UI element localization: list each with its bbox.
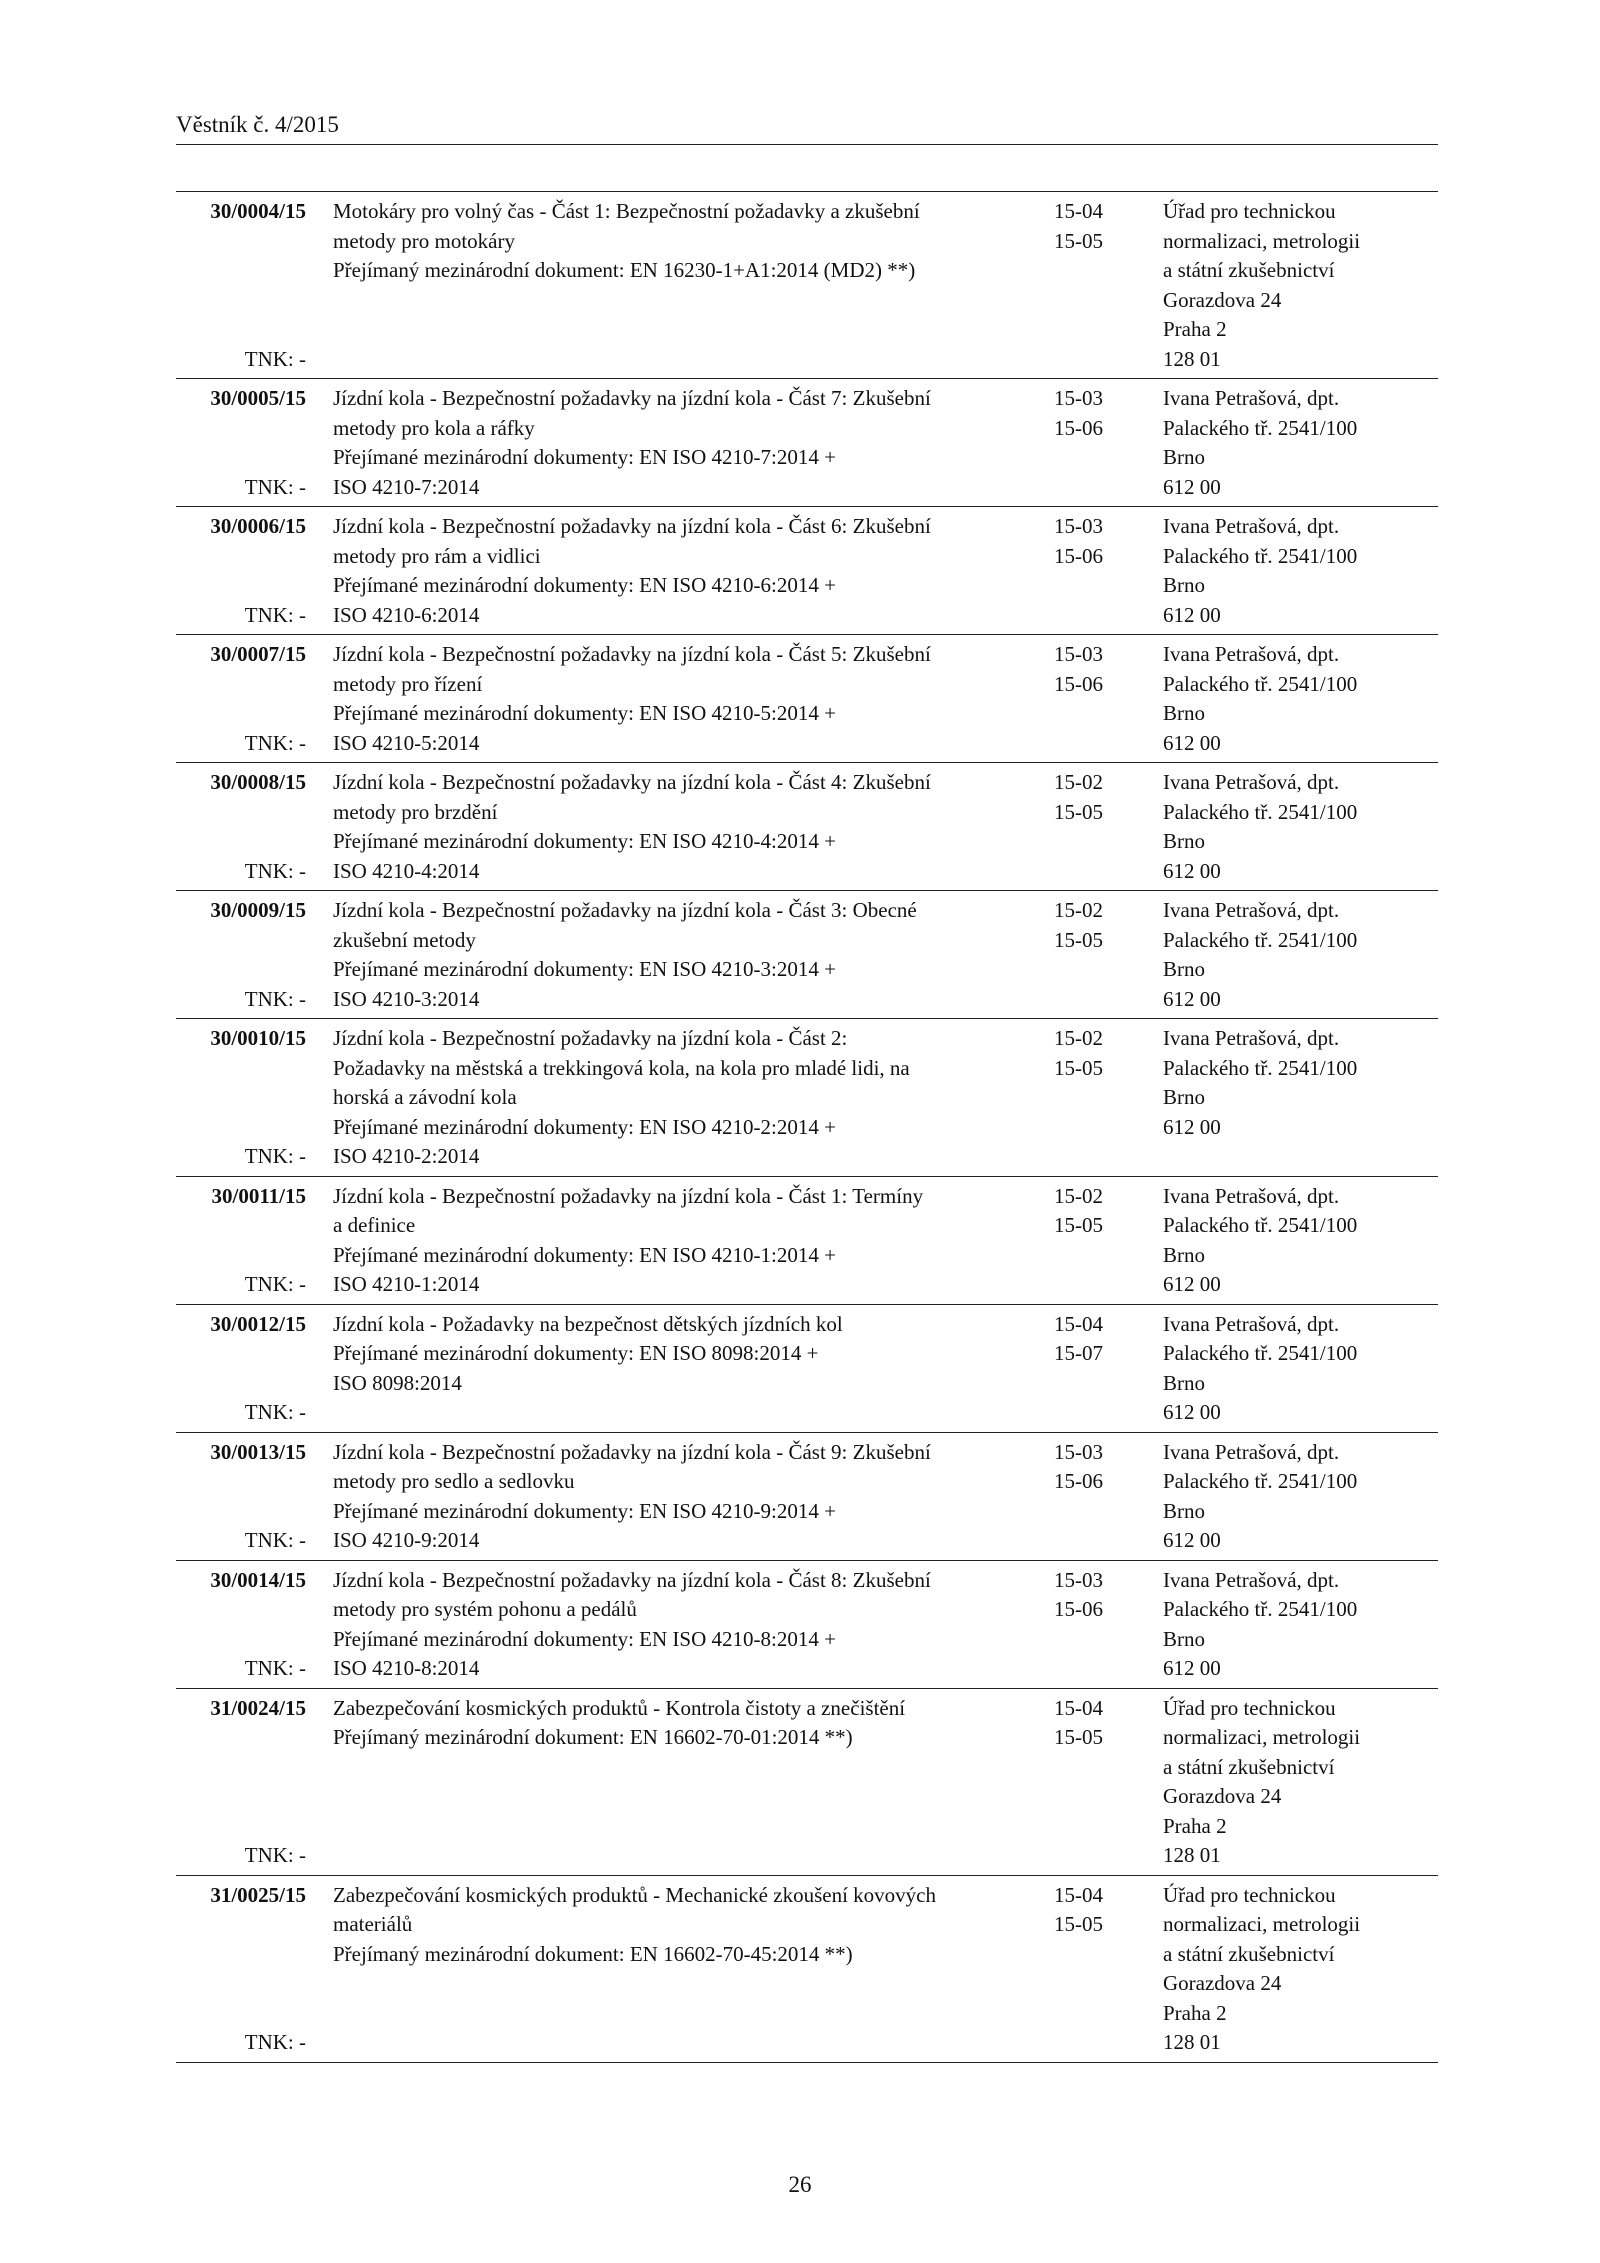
title-line: Přejímané mezinárodní dokumenty: EN ISO 4210-3:2014 + (333, 957, 836, 981)
row-id-cell (176, 896, 306, 1014)
standard-code: 31/0025/15 (210, 1882, 306, 1907)
date-line: 15-03 (1054, 514, 1103, 538)
tnk-label: TNK: - (244, 986, 306, 1011)
address-cell (1163, 1881, 1433, 2058)
address-line: Gorazdova 24 (1163, 1784, 1282, 1808)
table-row (176, 635, 1438, 763)
dates-cell (1054, 768, 1144, 827)
address-line: Palackého tř. 2541/100 (1163, 1597, 1358, 1621)
address-line: Palackého tř. 2541/100 (1163, 543, 1358, 568)
page-number: 26 (788, 2172, 812, 2197)
address-cell (1163, 1694, 1433, 1871)
address-line: a státní zkušebnictví (1163, 1941, 1335, 1966)
address-line: Brno (1163, 1626, 1205, 1651)
title-cell (333, 384, 1033, 502)
date-line: 15-05 (1054, 228, 1103, 253)
table-row (176, 1305, 1438, 1433)
title-line: Přejímané mezinárodní dokumenty: EN ISO 4210-7:2014 + (333, 445, 836, 469)
row-id-cell (176, 197, 306, 374)
address-line: Praha 2 (1163, 2000, 1227, 2025)
address-line: Palackého tř. 2541/100 (1163, 671, 1358, 696)
tnk-label: TNK: - (244, 1843, 306, 1867)
title-line: metody pro sedlo a sedlovku (333, 1469, 575, 1493)
address-cell (1163, 640, 1433, 758)
standard-code: 30/0011/15 (211, 1183, 306, 1208)
title-line: Motokáry pro volný čas - Část 1: Bezpečnostní požadavky a zkušební (333, 199, 920, 223)
title-line: metody pro rám a vidlici (333, 543, 541, 568)
table-row (176, 1689, 1438, 1876)
address-line: Úřad pro technickou (1163, 1882, 1336, 1907)
address-cell (1163, 384, 1433, 502)
title-line: Přejímané mezinárodní dokumenty: EN ISO 4210-9:2014 + (333, 1498, 836, 1523)
address-line: Palackého tř. 2541/100 (1163, 1469, 1358, 1493)
journal-title: Věstník č. 4/2015 (176, 112, 339, 137)
title-line: metody pro brzdění (333, 799, 498, 824)
standard-code: 31/0024/15 (210, 1695, 306, 1720)
title-line: Přejímané mezinárodní dokumenty: EN ISO 4210-5:2014 + (333, 701, 836, 725)
table-row (176, 192, 1438, 379)
table-row (176, 1561, 1438, 1689)
title-cell (333, 1182, 1033, 1300)
date-line: 15-04 (1054, 1695, 1103, 1720)
table-row (176, 1177, 1438, 1305)
title-line: metody pro motokáry (333, 228, 515, 253)
address-cell (1163, 197, 1433, 374)
address-line: 612 00 (1163, 1272, 1221, 1296)
tnk-label: TNK: - (244, 474, 306, 499)
table-row (176, 1876, 1438, 2063)
address-cell (1163, 896, 1433, 1014)
row-id-cell (176, 1024, 306, 1172)
dates-cell (1054, 1310, 1144, 1369)
title-cell (333, 197, 1033, 286)
date-line: 15-05 (1054, 1725, 1103, 1749)
title-cell (333, 1881, 1033, 1970)
address-line: Gorazdova 24 (1163, 287, 1282, 312)
address-line: 612 00 (1163, 986, 1221, 1011)
title-line: Zabezpečování kosmických produktů - Mechanické zkoušení kovových (333, 1882, 936, 1907)
address-line: Úřad pro technickou (1163, 199, 1336, 223)
date-line: 15-02 (1054, 1183, 1103, 1208)
address-cell (1163, 512, 1433, 630)
dates-cell (1054, 1024, 1144, 1083)
address-line: Úřad pro technickou (1163, 1695, 1336, 1720)
title-line: metody pro kola a ráfky (333, 415, 535, 440)
address-line: Ivana Petrašová, dpt. (1163, 1567, 1340, 1592)
table-row (176, 891, 1438, 1019)
title-line: Přejímané mezinárodní dokumenty: EN ISO 4210-8:2014 + (333, 1626, 836, 1651)
address-line: a státní zkušebnictví (1163, 1754, 1335, 1779)
tnk-label: TNK: - (244, 346, 306, 371)
standard-code: 30/0007/15 (210, 642, 306, 666)
title-line: Jízdní kola - Bezpečnostní požadavky na jízdní kola - Část 8: Zkušební (333, 1567, 931, 1592)
date-line: 15-03 (1054, 642, 1103, 666)
address-line: Ivana Petrašová, dpt. (1163, 1026, 1340, 1050)
row-id-cell (176, 640, 306, 758)
standard-code: 30/0010/15 (210, 1026, 306, 1050)
title-line: ISO 4210-8:2014 (333, 1656, 480, 1680)
dates-cell (1054, 197, 1144, 256)
address-line: 612 00 (1163, 858, 1221, 883)
dates-cell (1054, 1566, 1144, 1625)
title-line: Zabezpečování kosmických produktů - Kontrola čistoty a znečištění (333, 1695, 906, 1720)
page-header (176, 112, 1438, 145)
title-line: Jízdní kola - Bezpečnostní požadavky na jízdní kola - Část 5: Zkušební (333, 642, 931, 666)
address-line: Brno (1163, 829, 1205, 853)
address-line: Palackého tř. 2541/100 (1163, 1055, 1358, 1080)
title-cell (333, 1310, 1033, 1399)
row-id-cell (176, 1438, 306, 1556)
address-line: Ivana Petrašová, dpt. (1163, 642, 1340, 666)
row-id-cell (176, 1694, 306, 1871)
standard-code: 30/0004/15 (210, 199, 306, 223)
title-line: a definice (333, 1213, 416, 1237)
title-line: ISO 4210-2:2014 (333, 1144, 480, 1168)
date-line: 15-05 (1054, 1055, 1103, 1080)
title-line: Jízdní kola - Bezpečnostní požadavky na jízdní kola - Část 7: Zkušební (333, 386, 931, 410)
address-line: Brno (1163, 1085, 1205, 1109)
address-line: 612 00 (1163, 730, 1221, 755)
address-line: normalizaci, metrologii (1163, 1725, 1361, 1749)
standard-code: 30/0006/15 (210, 514, 306, 538)
date-line: 15-07 (1054, 1341, 1103, 1365)
title-cell (333, 1566, 1033, 1684)
title-line: Přejímané mezinárodní dokumenty: EN ISO 4210-6:2014 + (333, 573, 836, 597)
date-line: 15-04 (1054, 199, 1103, 223)
title-cell (333, 1024, 1033, 1172)
address-line: Palackého tř. 2541/100 (1163, 927, 1358, 952)
dates-cell (1054, 512, 1144, 571)
table-row (176, 763, 1438, 891)
row-id-cell (176, 1310, 306, 1428)
address-line: 612 00 (1163, 1528, 1221, 1552)
title-line: Přejímané mezinárodní dokumenty: EN ISO 4210-4:2014 + (333, 829, 836, 853)
title-line: ISO 4210-7:2014 (333, 474, 480, 499)
date-line: 15-03 (1054, 1439, 1103, 1464)
date-line: 15-06 (1054, 1597, 1103, 1621)
address-line: Ivana Petrašová, dpt. (1163, 514, 1340, 538)
title-line: Jízdní kola - Bezpečnostní požadavky na jízdní kola - Část 4: Zkušební (333, 770, 931, 794)
title-cell (333, 512, 1033, 630)
row-id-cell (176, 384, 306, 502)
address-line: Palackého tř. 2541/100 (1163, 1341, 1358, 1365)
title-cell (333, 768, 1033, 886)
row-id-cell (176, 512, 306, 630)
title-line: Jízdní kola - Bezpečnostní požadavky na jízdní kola - Část 6: Zkušební (333, 514, 931, 538)
title-cell (333, 896, 1033, 1014)
address-line: 612 00 (1163, 602, 1221, 627)
title-line: Přejímané mezinárodní dokumenty: EN ISO 4210-1:2014 + (333, 1242, 836, 1267)
date-line: 15-04 (1054, 1882, 1103, 1907)
dates-cell (1054, 384, 1144, 443)
address-line: Brno (1163, 1242, 1205, 1267)
tnk-label: TNK: - (244, 1144, 306, 1168)
dates-cell (1054, 1881, 1144, 1940)
address-line: Ivana Petrašová, dpt. (1163, 1183, 1340, 1208)
title-line: Jízdní kola - Požadavky na bezpečnost dětských jízdních kol (333, 1311, 843, 1336)
title-line: materiálů (333, 1912, 413, 1936)
address-line: Praha 2 (1163, 317, 1227, 341)
title-cell (333, 1438, 1033, 1556)
address-line: Praha 2 (1163, 1813, 1227, 1838)
tnk-label: TNK: - (244, 1656, 306, 1680)
title-cell (333, 640, 1033, 758)
date-line: 15-05 (1054, 799, 1103, 824)
date-line: 15-05 (1054, 1213, 1103, 1237)
title-line: Jízdní kola - Bezpečnostní požadavky na jízdní kola - Část 1: Termíny (333, 1183, 924, 1208)
title-line: metody pro řízení (333, 671, 483, 696)
date-line: 15-02 (1054, 1026, 1103, 1050)
address-line: normalizaci, metrologii (1163, 1912, 1361, 1936)
date-line: 15-02 (1054, 898, 1103, 922)
table-row (176, 379, 1438, 507)
address-cell (1163, 1024, 1433, 1142)
date-line: 15-02 (1054, 770, 1103, 794)
title-line: ISO 4210-1:2014 (333, 1272, 480, 1296)
standard-code: 30/0014/15 (210, 1567, 306, 1592)
tnk-label: TNK: - (244, 602, 306, 627)
title-line: ISO 8098:2014 (333, 1370, 462, 1395)
tnk-label: TNK: - (244, 1272, 306, 1296)
table-row (176, 1433, 1438, 1561)
address-line: Ivana Petrašová, dpt. (1163, 386, 1340, 410)
standard-code: 30/0013/15 (210, 1439, 306, 1464)
dates-cell (1054, 1694, 1144, 1753)
title-line: ISO 4210-9:2014 (333, 1528, 480, 1552)
address-line: Brno (1163, 701, 1205, 725)
address-cell (1163, 768, 1433, 886)
title-line: Přejímané mezinárodní dokumenty: EN ISO 8098:2014 + (333, 1341, 819, 1365)
address-cell (1163, 1310, 1433, 1428)
tnk-label: TNK: - (244, 1400, 306, 1424)
address-line: Brno (1163, 573, 1205, 597)
title-line: Požadavky na městská a trekkingová kola, na kola pro mladé lidi, na (333, 1055, 910, 1080)
title-line: Jízdní kola - Bezpečnostní požadavky na jízdní kola - Část 9: Zkušební (333, 1439, 931, 1464)
date-line: 15-06 (1054, 543, 1103, 568)
date-line: 15-03 (1054, 386, 1103, 410)
standards-table (176, 191, 1438, 2063)
address-line: normalizaci, metrologii (1163, 228, 1361, 253)
date-line: 15-06 (1054, 1469, 1103, 1493)
address-line: 612 00 (1163, 474, 1221, 499)
title-cell (333, 1694, 1033, 1753)
table-row (176, 507, 1438, 635)
address-line: Palackého tř. 2541/100 (1163, 799, 1358, 824)
tnk-label: TNK: - (244, 858, 306, 883)
address-line: Ivana Petrašová, dpt. (1163, 898, 1340, 922)
standard-code: 30/0009/15 (210, 898, 306, 922)
title-line: ISO 4210-5:2014 (333, 730, 480, 755)
date-line: 15-06 (1054, 415, 1103, 440)
date-line: 15-04 (1054, 1311, 1103, 1336)
title-line: Jízdní kola - Bezpečnostní požadavky na jízdní kola - Část 2: (333, 1026, 848, 1050)
row-id-cell (176, 1566, 306, 1684)
address-line: Brno (1163, 957, 1205, 981)
row-id-cell (176, 1881, 306, 2058)
address-line: 128 01 (1163, 346, 1221, 371)
address-line: Palackého tř. 2541/100 (1163, 1213, 1358, 1237)
title-line: Přejímaný mezinárodní dokument: EN 16230-1+A1:2014 (MD2) **) (333, 258, 916, 282)
dates-cell (1054, 896, 1144, 955)
address-line: 612 00 (1163, 1656, 1221, 1680)
standard-code: 30/0008/15 (210, 770, 306, 794)
tnk-label: TNK: - (244, 2030, 306, 2054)
tnk-label: TNK: - (244, 1528, 306, 1552)
title-line: Přejímaný mezinárodní dokument: EN 16602-70-45:2014 **) (333, 1941, 853, 1966)
address-line: Palackého tř. 2541/100 (1163, 415, 1358, 440)
address-line: Brno (1163, 1498, 1205, 1523)
title-line: metody pro systém pohonu a pedálů (333, 1597, 637, 1621)
title-line: Přejímaný mezinárodní dokument: EN 16602-70-01:2014 **) (333, 1725, 853, 1749)
address-line: Ivana Petrašová, dpt. (1163, 770, 1340, 794)
row-id-cell (176, 1182, 306, 1300)
standard-code: 30/0005/15 (210, 386, 306, 410)
address-line: 612 00 (1163, 1400, 1221, 1424)
address-line: Ivana Petrašová, dpt. (1163, 1439, 1340, 1464)
date-line: 15-03 (1054, 1567, 1103, 1592)
address-line: 612 00 (1163, 1114, 1221, 1139)
title-line: ISO 4210-6:2014 (333, 602, 480, 627)
address-line: Gorazdova 24 (1163, 1971, 1282, 1995)
address-cell (1163, 1566, 1433, 1684)
address-line: 128 01 (1163, 2030, 1221, 2054)
row-id-cell (176, 768, 306, 886)
title-line: horská a závodní kola (333, 1085, 517, 1109)
address-line: Ivana Petrašová, dpt. (1163, 1311, 1340, 1336)
tnk-label: TNK: - (244, 730, 306, 755)
date-line: 15-05 (1054, 1912, 1103, 1936)
title-line: ISO 4210-3:2014 (333, 986, 480, 1011)
standard-code: 30/0012/15 (210, 1311, 306, 1336)
address-line: 128 01 (1163, 1843, 1221, 1867)
address-line: a státní zkušebnictví (1163, 258, 1335, 282)
date-line: 15-06 (1054, 671, 1103, 696)
address-line: Brno (1163, 1370, 1205, 1395)
table-row (176, 1019, 1438, 1177)
title-line: Přejímané mezinárodní dokumenty: EN ISO 4210-2:2014 + (333, 1114, 836, 1139)
title-line: Jízdní kola - Bezpečnostní požadavky na jízdní kola - Část 3: Obecné (333, 898, 917, 922)
dates-cell (1054, 1438, 1144, 1497)
title-line: zkušební metody (333, 927, 476, 952)
dates-cell (1054, 640, 1144, 699)
title-line: ISO 4210-4:2014 (333, 858, 480, 883)
address-line: Brno (1163, 445, 1205, 469)
dates-cell (1054, 1182, 1144, 1241)
address-cell (1163, 1438, 1433, 1556)
address-cell (1163, 1182, 1433, 1300)
date-line: 15-05 (1054, 927, 1103, 952)
